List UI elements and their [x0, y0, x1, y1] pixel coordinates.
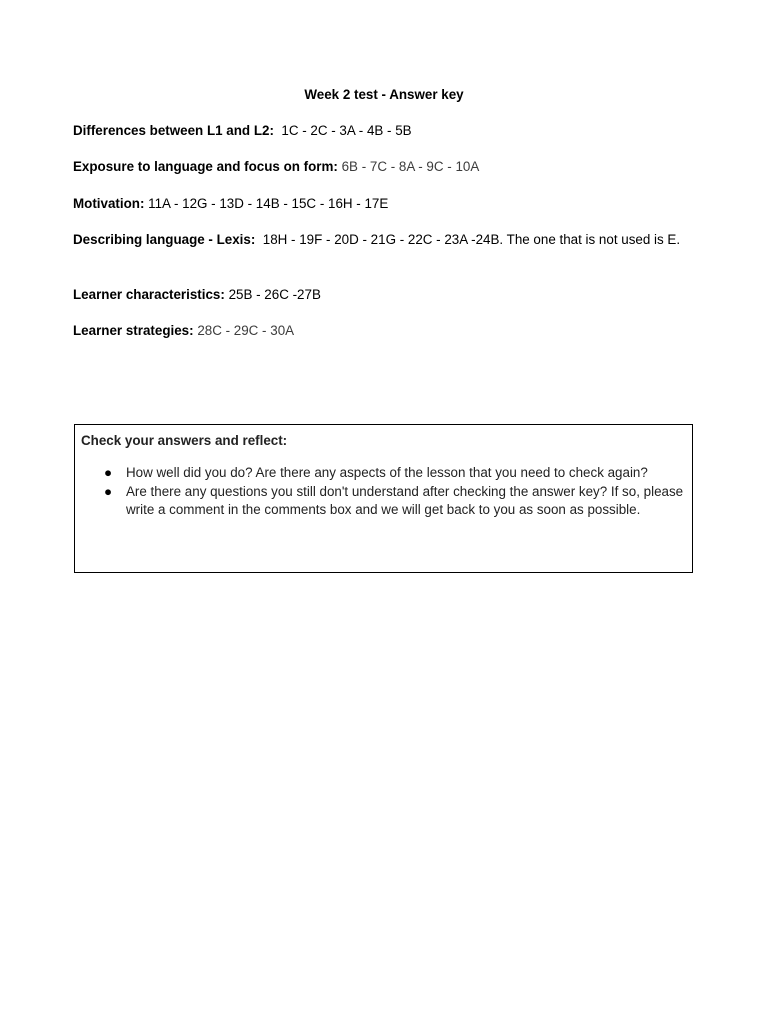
answer-line-learner-strategies [73, 322, 695, 340]
reflection-item-text: How well did you do? Are there any aspects of the lesson that you need to check again? [126, 465, 648, 480]
section-label: Learner strategies: [73, 323, 194, 338]
section-answers: 1C - 2C - 3A - 4B - 5B [281, 123, 412, 138]
answer-line-motivation [73, 195, 695, 213]
section-label: Differences between L1 and L2: [73, 123, 274, 138]
bullet-icon: ● [104, 483, 113, 499]
page-title: Week 2 test - Answer key [304, 87, 464, 102]
section-answers: 25B - 26C -27B [228, 287, 321, 302]
section-label: Learner characteristics: [73, 287, 225, 302]
section-answers: 6B - 7C - 8A - 9C - 10A [341, 159, 480, 174]
reflection-list [75, 464, 694, 520]
bullet-icon: ● [104, 465, 113, 480]
reflection-box [74, 424, 693, 573]
reflection-title: Check your answers and reflect: [81, 433, 288, 448]
answer-line-differences [73, 122, 695, 140]
section-answers: 28C - 29C - 30A [197, 323, 295, 338]
reflection-item-text: Are there any questions you still don't understand after checking the answer key? If so, please write a comment in the comments box and we will get back to you as soon as possible. [126, 483, 684, 517]
answer-line-lexis [73, 231, 695, 249]
answer-line-exposure [73, 158, 695, 176]
section-answers: 11A - 12G - 13D - 14B - 15C - 16H - 17E [148, 196, 389, 211]
section-label: Motivation: [73, 196, 145, 211]
section-answers: 18H - 19F - 20D - 21G - 22C - 23A -24B. The one that is not used is E. [262, 232, 681, 247]
section-label: Describing language - Lexis: [73, 232, 256, 247]
list-item [75, 483, 694, 520]
list-item [75, 464, 694, 483]
section-label: Exposure to language and focus on form: [73, 159, 338, 174]
answer-line-learner-characteristics [73, 286, 695, 304]
